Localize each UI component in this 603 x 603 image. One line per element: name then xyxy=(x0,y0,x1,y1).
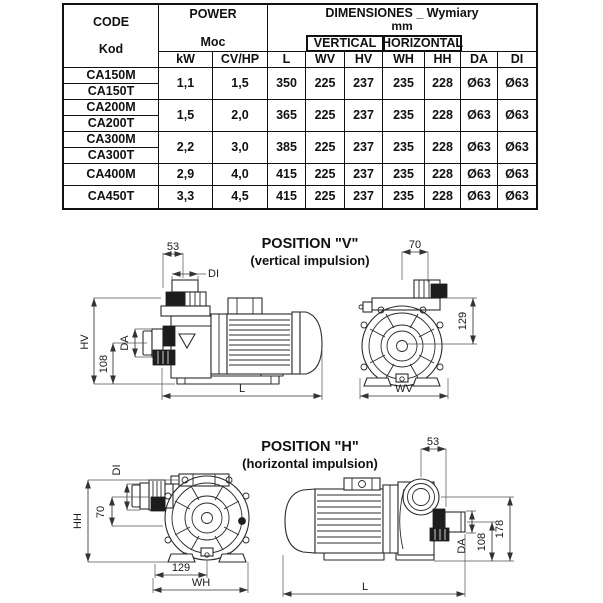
dim-129-label: 129 xyxy=(457,311,469,331)
header-col-cvhp: CV/HP xyxy=(213,52,268,68)
header-code xyxy=(64,5,159,68)
value-cell: 235 xyxy=(383,100,425,132)
value-cell: 415 xyxy=(268,186,306,208)
value-cell: 225 xyxy=(306,68,345,100)
value-cell: 3,3 xyxy=(159,186,213,208)
header-code-sublabel: Kod xyxy=(98,41,124,56)
value-cell: Ø63 xyxy=(498,100,536,132)
value-cell: 4,5 xyxy=(213,186,268,208)
value-cell: 225 xyxy=(306,164,345,186)
code-cell: CA150M xyxy=(64,68,159,84)
dim-108-label: 108 xyxy=(476,532,488,552)
pump-side-view-v xyxy=(143,280,322,384)
value-cell: Ø63 xyxy=(461,100,498,132)
position-h-subtitle: (horizontal impulsion) xyxy=(242,456,378,471)
header-spacer-dadi xyxy=(461,35,536,52)
value-cell: 3,0 xyxy=(213,132,268,164)
code-cell: CA450T xyxy=(64,186,159,208)
header-code-label: CODE xyxy=(92,14,130,29)
header-col-hh: HH xyxy=(425,52,461,68)
dim-129-label: 129 xyxy=(171,562,191,574)
dim-53-label: 53 xyxy=(166,241,180,253)
value-cell: Ø63 xyxy=(498,132,536,164)
value-cell: 228 xyxy=(425,164,461,186)
header-dimensions-unit: mm xyxy=(391,19,413,34)
value-cell: 228 xyxy=(425,132,461,164)
value-cell: 4,0 xyxy=(213,164,268,186)
pump-front-view-v xyxy=(359,280,447,386)
dim-178-label: 178 xyxy=(494,519,506,539)
value-cell: 228 xyxy=(425,100,461,132)
value-cell: 415 xyxy=(268,164,306,186)
dim-hh-label: HH xyxy=(72,513,84,529)
header-power-sublabel: Moc xyxy=(200,34,226,49)
value-cell: 237 xyxy=(345,68,383,100)
header-dimensions xyxy=(268,5,536,35)
pump-side-view-h xyxy=(285,478,465,560)
code-cell: CA300M xyxy=(64,132,159,148)
header-group-horizontal: HORIZONTAL xyxy=(383,35,462,52)
value-cell: Ø63 xyxy=(505,189,529,204)
dim-di-label: DI xyxy=(111,464,123,476)
position-v-title: POSITION "V" xyxy=(261,236,359,252)
dim-70-label: 70 xyxy=(95,505,107,519)
value-cell: 225 xyxy=(306,100,345,132)
value-cell: 237 xyxy=(345,186,383,208)
value-cell: 2,9 xyxy=(159,164,213,186)
header-col-hv: HV xyxy=(345,52,383,68)
code-cell: CA200T xyxy=(64,116,159,132)
position-v-drawing xyxy=(65,226,535,431)
header-col-wv: WV xyxy=(306,52,345,68)
value-cell: 2,2 xyxy=(159,132,213,164)
value-cell: 385 xyxy=(268,132,306,164)
value-cell: Ø63 xyxy=(461,164,498,186)
value-cell: 225 xyxy=(306,132,345,164)
header-col-wh: WH xyxy=(383,52,425,68)
value-cell: 365 xyxy=(268,100,306,132)
code-cell: CA200M xyxy=(64,100,159,116)
header-col-kw: kW xyxy=(159,52,213,68)
value-cell: 235 xyxy=(383,186,425,208)
header-power-label: POWER xyxy=(189,7,237,21)
value-cell: Ø63 xyxy=(498,164,536,186)
position-h-drawing xyxy=(65,433,535,601)
dim-da-label: DA xyxy=(119,335,131,351)
header-col-l: L xyxy=(268,52,306,68)
value-cell: 1,1 xyxy=(159,68,213,100)
value-cell: 228 xyxy=(425,186,461,208)
value-cell: 235 xyxy=(383,164,425,186)
value-cell: 1,5 xyxy=(213,68,268,100)
header-col-da: DA xyxy=(461,52,498,68)
dim-hv-label: HV xyxy=(79,334,91,350)
pump-front-view-h xyxy=(132,474,249,562)
value-cell: 235 xyxy=(383,132,425,164)
code-cell: CA400M xyxy=(64,164,159,186)
value-cell: 225 xyxy=(306,186,345,208)
value-cell: 237 xyxy=(345,100,383,132)
value-cell: Ø63 xyxy=(461,132,498,164)
dim-wh-label: WH xyxy=(191,577,211,589)
value-cell: 2,0 xyxy=(213,100,268,132)
header-dimensions-label: DIMENSIONES _ Wymiary xyxy=(325,6,479,20)
dim-di-label: DI xyxy=(208,268,219,280)
value-cell: Ø63 xyxy=(498,68,536,100)
dim-108-label: 108 xyxy=(98,354,110,374)
value-cell: Ø63 xyxy=(461,186,498,208)
header-power xyxy=(159,5,268,52)
value-cell: 350 xyxy=(268,68,306,100)
dim-wv-label: WV xyxy=(395,383,413,395)
header-col-di: DI xyxy=(498,52,536,68)
code-cell: CA150T xyxy=(64,84,159,100)
position-h-title: POSITION "H" xyxy=(261,439,359,455)
header-group-vertical: VERTICAL xyxy=(306,35,384,52)
position-v-subtitle: (vertical impulsion) xyxy=(250,253,370,268)
code-cell: CA300T xyxy=(64,148,159,164)
value-cell: 237 xyxy=(345,164,383,186)
header-spacer-l xyxy=(268,35,306,52)
value-cell: 237 xyxy=(345,132,383,164)
dim-l-label: L xyxy=(238,383,246,395)
dim-da-label: DA xyxy=(456,538,468,554)
dim-l-label: L xyxy=(361,581,369,593)
value-cell: 1,5 xyxy=(159,100,213,132)
dim-53-label: 53 xyxy=(426,436,440,448)
value-cell: 235 xyxy=(383,68,425,100)
value-cell: 228 xyxy=(425,68,461,100)
dim-70-label: 70 xyxy=(408,239,422,251)
value-cell: Ø63 xyxy=(461,68,498,100)
pump-spec-table xyxy=(62,3,538,210)
